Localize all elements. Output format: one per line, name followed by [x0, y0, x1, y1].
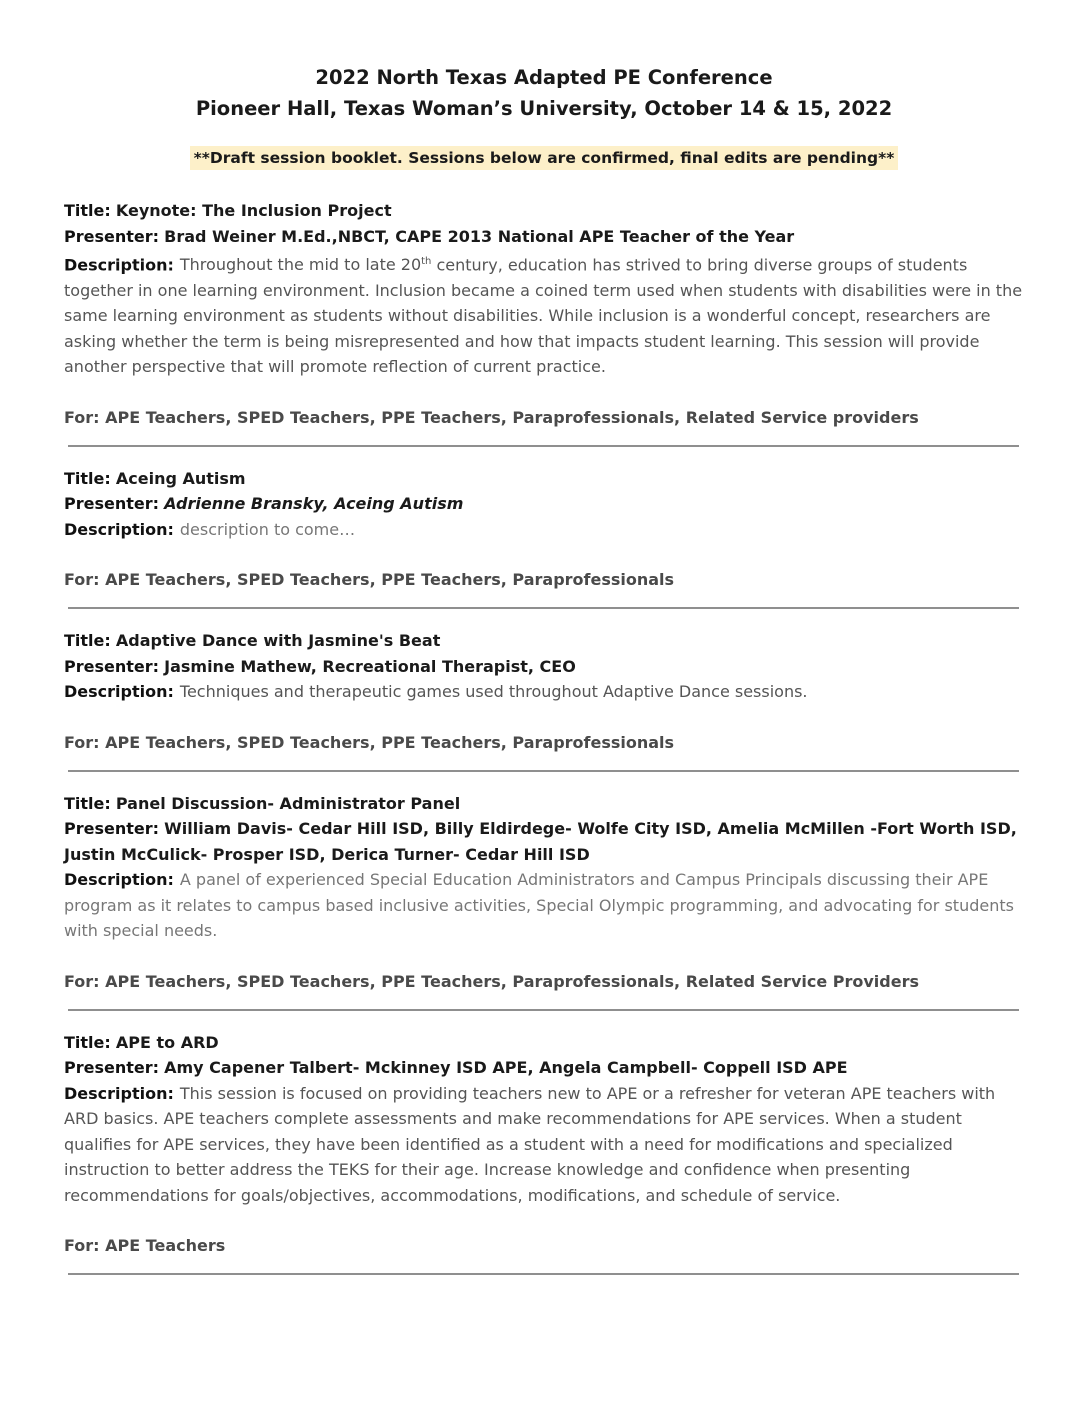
session-title-line [64, 628, 1024, 654]
session-panel-discussion [64, 791, 1024, 1011]
title-label: Title: [64, 631, 111, 651]
description-label: Description: [64, 870, 174, 890]
description-text: A panel of experienced Special Education Administrators and Campus Principals discussing their APE program as it relates to campus based inclusive activities, Special Olympic programming, and advocating for students with special needs. [64, 870, 1014, 941]
session-audience: For: APE Teachers, SPED Teachers, PPE Teachers, Paraprofessionals, Related Service Providers [64, 971, 920, 991]
session-title-line [64, 1030, 1024, 1056]
description-text-rest: century, education has strived to bring diverse groups of students together in one learning environment. Inclusion became a coined term used when students with disabilities were in the same learning environment as students without disabilities. While inclusion is a wonderful concept, researchers are asking whether the term is being misrepresented and how that impacts student learning. This session will provide another perspective that will promote reflection of current practice. [64, 255, 1023, 377]
section-divider [68, 607, 1019, 609]
session-presenter: William Davis- Cedar Hill ISD, Billy Eldirdege- Wolfe City ISD, Amelia McMillen -Fort Worth ISD, Justin McCulick- Prosper ISD, Derica Turner- Cedar Hill ISD [64, 819, 1017, 864]
session-description [64, 517, 1024, 543]
section-divider [68, 770, 1019, 772]
session-presenter: Brad Weiner M.Ed.,NBCT, CAPE 2013 National APE Teacher of the Year [164, 226, 795, 246]
session-presenter-line [64, 1055, 1024, 1081]
section-divider [68, 1009, 1019, 1011]
session-title: Adaptive Dance with Jasmine's Beat [115, 631, 441, 651]
session-keynote [64, 198, 1024, 447]
draft-notice-wrap [64, 146, 1024, 170]
presenter-label: Presenter: [64, 1058, 160, 1078]
description-text: description to come… [179, 519, 356, 539]
conference-header [64, 62, 1024, 124]
description-label: Description: [64, 255, 174, 275]
session-adaptive-dance [64, 628, 1024, 772]
session-audience: For: APE Teachers [64, 1236, 226, 1256]
description-label: Description: [64, 682, 174, 702]
session-audience: For: APE Teachers, SPED Teachers, PPE Teachers, Paraprofessionals [64, 570, 675, 590]
session-title: Panel Discussion- Administrator Panel [115, 793, 461, 813]
session-presenter-line [64, 816, 1024, 867]
session-description [64, 867, 1024, 944]
session-presenter: Amy Capener Talbert- Mckinney ISD APE, Angela Campbell- Coppell ISD APE [164, 1058, 848, 1078]
section-divider [68, 1273, 1019, 1275]
session-audience: For: APE Teachers, SPED Teachers, PPE Teachers, Paraprofessionals [64, 732, 675, 752]
session-title: APE to ARD [115, 1032, 219, 1052]
session-ape-to-ard [64, 1030, 1024, 1276]
presenter-label: Presenter: [64, 226, 160, 246]
section-divider [68, 445, 1019, 447]
description-text: This session is focused on providing teachers new to APE or a refresher for veteran APE teachers with ARD basics. APE teachers complete assessments and make recommendations for APE services. When a student qualifies for APE services, they have been identified as a student with a need for modifications and specialized instruction to better address the TEKS for their age. Increase knowledge and confidence when presenting recommendations for goals/objectives, accommodations, modifications, and schedule of service. [64, 1083, 996, 1205]
conference-title: 2022 North Texas Adapted PE Conference [315, 66, 773, 89]
session-title: Aceing Autism [115, 468, 246, 488]
session-presenter-line [64, 224, 1024, 250]
session-title-line [64, 791, 1024, 817]
session-booklet-page [64, 62, 1024, 1294]
session-presenter-line [64, 491, 1024, 517]
session-description [64, 679, 1024, 705]
title-label: Title: [64, 201, 111, 220]
conference-venue-dates: Pioneer Hall, Texas Woman’s University, October 14 & 15, 2022 [195, 97, 893, 120]
draft-notice: **Draft session booklet. Sessions below are confirmed, final edits are pending** [190, 146, 899, 170]
session-title: Keynote: The Inclusion Project [115, 201, 392, 220]
description-text: Techniques and therapeutic games used throughout Adaptive Dance sessions. [179, 682, 808, 702]
session-presenter: Adrienne Bransky, Aceing Autism [164, 494, 464, 514]
session-description [64, 1081, 1024, 1209]
description-superscript: th [421, 256, 432, 267]
presenter-label: Presenter: [64, 494, 160, 514]
title-label: Title: [64, 1032, 111, 1052]
session-title-line [64, 198, 1024, 224]
session-title-line [64, 466, 1024, 492]
presenter-label: Presenter: [64, 656, 160, 676]
title-label: Title: [64, 468, 111, 488]
presenter-label: Presenter: [64, 819, 160, 839]
session-presenter-line [64, 654, 1024, 680]
description-label: Description: [64, 1083, 174, 1103]
session-presenter: Jasmine Mathew, Recreational Therapist, CEO [164, 656, 576, 676]
session-aceing-autism [64, 466, 1024, 610]
description-text-start: Throughout the mid to late 20 [179, 255, 422, 275]
title-label: Title: [64, 793, 111, 813]
session-description [64, 249, 1024, 380]
session-audience: For: APE Teachers, SPED Teachers, PPE Teachers, Paraprofessionals, Related Service providers [64, 407, 919, 427]
description-label: Description: [64, 519, 174, 539]
